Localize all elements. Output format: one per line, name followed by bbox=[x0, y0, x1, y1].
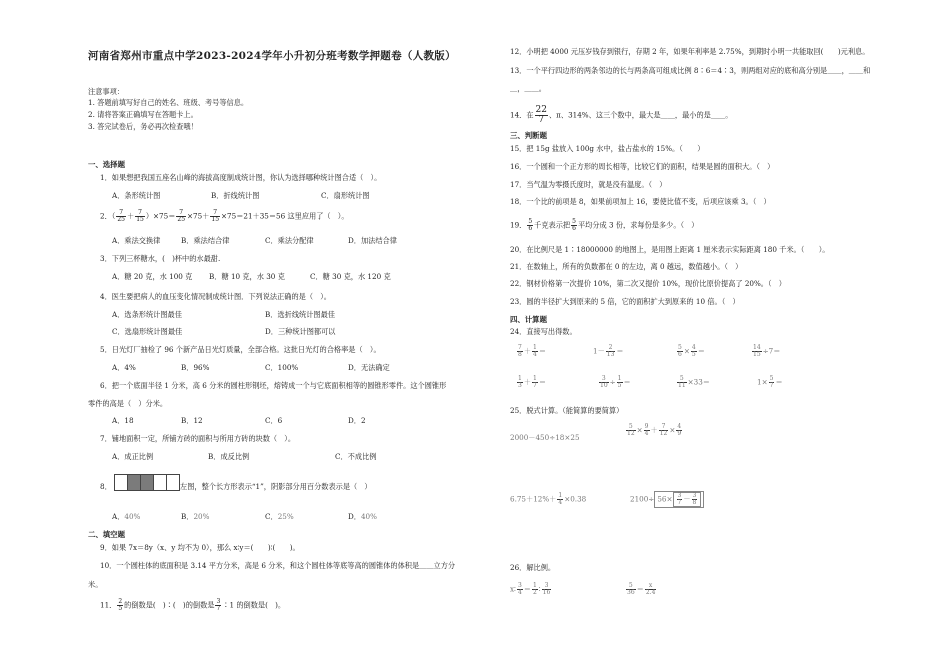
section-fill: 二、填空题 bbox=[88, 530, 125, 539]
numerator: 2 bbox=[118, 598, 123, 605]
q1-option-c: C．扇形统计图 bbox=[321, 191, 370, 200]
numerator: 7 bbox=[176, 210, 186, 217]
q8-option-d bbox=[348, 512, 377, 521]
operator: × bbox=[761, 377, 768, 387]
q19-text: 19． bbox=[510, 220, 527, 230]
q4-option-c: C．选扇形统计图最佳 bbox=[112, 327, 183, 336]
q25-expr-4 bbox=[630, 491, 704, 508]
q8-option-a bbox=[112, 512, 140, 521]
q2-option-c: C．乘法分配律 bbox=[265, 236, 314, 245]
question-20: 20．在比例尺是 1∶18000000 的地图上，是用图上距离 1 厘米表示实际距离 180 千米。（ ）。 bbox=[510, 245, 830, 254]
operator: ＋ bbox=[523, 377, 532, 387]
q6-option-d: D．2 bbox=[348, 416, 366, 425]
inner-bracket: $\frac{3}{7}$ － $\frac{3}{8}$ bbox=[673, 492, 702, 507]
shaded-rectangle-figure bbox=[114, 472, 179, 491]
numerator: 5 bbox=[528, 218, 533, 225]
fraction: $\frac{14}{15}$ bbox=[753, 344, 761, 358]
q2-text: ×75＋ bbox=[187, 211, 210, 221]
fraction: $\frac{7}{12}$ bbox=[659, 423, 668, 437]
fraction bbox=[571, 219, 577, 232]
operator: ×33＝ bbox=[687, 377, 710, 387]
fraction: $\frac{9}{4}$ bbox=[644, 423, 649, 437]
q5-option-c: C．100% bbox=[265, 363, 299, 372]
q1-option-a: A．条形统计图 bbox=[112, 191, 161, 200]
q5-option-d: D．无法确定 bbox=[348, 363, 390, 372]
question-23: 23．圆的半径扩大到原来的 5 倍，它的面积扩大到原来的 10 倍。（ ） bbox=[510, 297, 740, 306]
option-value: 40% bbox=[124, 512, 141, 521]
bracket-group: 56× $\frac{3}{7}$ － $\frac{3}{8}$ bbox=[654, 491, 704, 508]
q24-item-5: $\frac{1}{3}$ ＋ $\frac{1}{7}$ ＝ bbox=[518, 375, 547, 389]
q6-option-a: A．18 bbox=[112, 416, 134, 425]
question-26: 26．解比例。 bbox=[510, 563, 556, 572]
fraction: $\frac{4}{9}$ bbox=[677, 423, 682, 437]
fraction bbox=[116, 210, 126, 223]
denominator: 15 bbox=[136, 216, 144, 223]
q2-option-b: B．乘法结合律 bbox=[181, 236, 230, 245]
q25-expr-2: $\frac{5}{12}$ × $\frac{9}{4}$ ＋ $\frac{7}{12}$ × $\frac{4}{9}$ bbox=[627, 423, 682, 437]
question-15: 15．把 15g 盐放入 100g 水中，盐占盐水的 15%。（ ） bbox=[510, 144, 705, 153]
q14-text: 14．在 bbox=[510, 110, 534, 120]
question-9: 9．如果 7x＝8y（x、y 均不为 0），那么 x∶y＝( )∶( )。 bbox=[100, 543, 300, 552]
fraction bbox=[135, 210, 145, 223]
rect-cell-shaded bbox=[127, 474, 141, 491]
fraction: $\frac{7}{8}$ bbox=[518, 344, 522, 358]
question-8-number: 8． bbox=[100, 482, 112, 491]
option-label: C． bbox=[265, 512, 278, 521]
option-value: 40% bbox=[360, 512, 377, 521]
fraction bbox=[535, 106, 548, 125]
q24-item-7 bbox=[676, 376, 710, 389]
question-19 bbox=[510, 219, 699, 232]
fraction: $\frac{5}{36}$ bbox=[627, 582, 635, 596]
rect-cell bbox=[153, 474, 167, 491]
q24-item-2: 1－ $\frac{2}{13}$ ＝ bbox=[593, 344, 624, 358]
fraction bbox=[210, 210, 220, 223]
question-7: 7．铺地面积一定，所铺方砖的面积与所用方砖的块数（ ）。 bbox=[100, 434, 296, 443]
fraction: $\frac{2}{13}$ bbox=[606, 344, 615, 358]
q4-option-b: B．选折线统计图最佳 bbox=[265, 310, 335, 319]
section-choice: 一、选择题 bbox=[88, 160, 125, 169]
numerator: 7 bbox=[210, 210, 220, 217]
numerator: 22 bbox=[535, 105, 547, 115]
denominator: 5 bbox=[118, 605, 123, 612]
question-8: 左图，整个长方形表示“1”，阴影部分用百分数表示是（ ） bbox=[180, 482, 372, 491]
q2-text: 2．（ bbox=[100, 211, 116, 221]
q6-option-b: B．12 bbox=[181, 416, 203, 425]
question-21: 21．在数轴上，所有的负数都在 0 的左边，离 0 越远，数值越小。（ ） bbox=[510, 262, 743, 271]
question-14 bbox=[510, 106, 732, 125]
fraction: $\frac{1}{3}$ bbox=[518, 375, 522, 389]
denominator: 7 bbox=[216, 605, 221, 612]
q24-item-8: 1× $\frac{5}{7}$ ＝ bbox=[757, 375, 783, 389]
q7-option-b: B．成反比例 bbox=[208, 452, 250, 461]
question-13-cont: ＿，＿＿。 bbox=[510, 84, 546, 93]
operator: 1－ bbox=[593, 346, 605, 356]
notes-heading: 注意事项： bbox=[88, 87, 124, 96]
question-16: 16．一个圆和一个正方形的周长相等，比较它们的面积，结果是圆的面积大。（ ） bbox=[510, 162, 775, 171]
q4-option-d: D．三种统计图都可以 bbox=[265, 327, 336, 336]
q2-text: ×75＝21＋35＝56 这里应用了（ ）。 bbox=[221, 211, 349, 221]
q26-proportion-2: $\frac{5}{36}$ ＝ $\frac{x}{2.4}$ bbox=[627, 582, 656, 596]
question-10: 10．一个圆柱体的底面积是 3.14 平方分米，高是 6 分米，和这个圆柱体等底等高的圆锥体的体积是＿＿立方分 bbox=[100, 561, 456, 570]
q2-option-a: A．乘法交换律 bbox=[112, 236, 161, 245]
question-10-cont: 米。 bbox=[88, 580, 103, 589]
q4-option-a: A．选条形统计图最佳 bbox=[112, 310, 182, 319]
numerator: 7 bbox=[135, 210, 145, 217]
question-24: 24．直接写出得数。 bbox=[510, 327, 577, 336]
operator: ÷7＝ bbox=[762, 346, 781, 356]
fraction: $\frac{3}{10}$ bbox=[600, 375, 608, 389]
question-11 bbox=[100, 599, 285, 612]
numerator: 3 bbox=[216, 598, 221, 605]
denominator: 25 bbox=[117, 216, 125, 223]
fraction: $\frac{3}{4}$ bbox=[517, 582, 522, 596]
expr-part: 2100÷ bbox=[630, 494, 655, 504]
option-value: 20% bbox=[193, 512, 210, 521]
question-22: 22．钢材价格第一次提价 10%，第二次又提价 10%，现价比原价提高了 20%。（ ） bbox=[510, 279, 786, 288]
q24-item-3: $\frac{5}{6}$ × $\frac{4}{5}$ ＝ bbox=[678, 344, 705, 358]
denominator: 6 bbox=[572, 225, 576, 232]
note-2: 2. 请将答案正确填写在答题卡上。 bbox=[88, 110, 198, 119]
question-12: 12．小明把 4000 元压岁钱存到银行，存期 2 年，如果年利率是 2.75%，到期时小明一共能取回( )元利息。 bbox=[510, 47, 870, 56]
numerator: 7 bbox=[116, 210, 126, 217]
fraction bbox=[215, 599, 221, 612]
q7-option-c: C．不成比例 bbox=[335, 452, 377, 461]
note-1: 1. 答题前填写好自己的姓名、班级、考号等信息。 bbox=[88, 98, 249, 107]
q11-text: 的倒数是( )∶( )的倒数是 bbox=[124, 600, 215, 610]
fraction: $\frac{4}{5}$ bbox=[691, 344, 696, 358]
q19-text: 千克表示把 bbox=[534, 220, 571, 230]
fraction bbox=[176, 210, 186, 223]
expr-part: ×0.38 bbox=[564, 494, 587, 504]
question-25: 25．脱式计算。（能简算的要简算） bbox=[510, 406, 624, 415]
q7-option-a: A．成正比例 bbox=[112, 452, 154, 461]
fraction: $\frac{5}{6}$ bbox=[678, 344, 682, 358]
fraction: $\frac{1}{5}$ bbox=[617, 375, 622, 389]
q24-item-4 bbox=[751, 345, 780, 358]
fraction: $\frac{1}{2}$ bbox=[532, 582, 537, 596]
q2-text: ＋ bbox=[127, 211, 135, 221]
numerator: 5 bbox=[572, 218, 576, 225]
rect-cell bbox=[166, 474, 180, 491]
fraction: $\frac{1}{4}$ bbox=[558, 492, 563, 506]
question-4: 4．医生要把病人的血压变化情况制成统计图．下列说法正确的是（ ）。 bbox=[100, 292, 331, 301]
fraction bbox=[527, 219, 533, 232]
q3-option-a: A．糖 20 克，水 100 克 bbox=[112, 272, 193, 281]
question-5: 5．日光灯厂抽检了 96 个新产品日光灯质量，全部合格。这批日光灯的合格率是（ ）。 bbox=[100, 345, 381, 354]
operator: ＋ bbox=[523, 346, 532, 356]
question-17: 17．当气温为零摄氏度时，就是没有温度。（ ） bbox=[510, 180, 667, 189]
q5-option-b: B．96% bbox=[181, 363, 210, 372]
option-label: B． bbox=[181, 512, 194, 521]
note-3: 3. 答完试卷后，务必再次检查哦！ bbox=[88, 122, 198, 131]
q25-expr-1: 2000－450÷18×25 bbox=[510, 433, 580, 442]
question-2 bbox=[100, 210, 349, 223]
fraction bbox=[117, 599, 123, 612]
fraction: $\frac{1}{7}$ bbox=[533, 375, 537, 389]
operator: × bbox=[683, 346, 690, 356]
question-3: 3．下列三杯糖水，( )杯中的水最甜. bbox=[100, 254, 221, 263]
q6-option-c: C．6 bbox=[265, 416, 283, 425]
q2-text: ）×75＝ bbox=[145, 211, 176, 221]
rect-cell-shaded bbox=[140, 474, 154, 491]
q8-option-b bbox=[181, 512, 209, 521]
fraction: $\frac{x}{2.4}$ bbox=[645, 582, 656, 596]
question-1: 1．如果想把我国五座名山峰的海拔高度制成统计图，你认为选择哪种统计图合适（ ）。 bbox=[100, 173, 382, 182]
q1-option-b: B．折线统计图 bbox=[211, 191, 260, 200]
operator: ÷ bbox=[609, 377, 616, 387]
denominator: 7 bbox=[538, 115, 545, 125]
fraction: $\frac{3}{16}$ bbox=[542, 582, 551, 596]
question-18: 18．一个比的前项是 8，如果前项加上 16，要使比值不变，后项应该乘 3。（ ） bbox=[510, 197, 771, 206]
denominator: 6 bbox=[528, 225, 533, 232]
q3-option-c: C．糖 30 克，水 120 克 bbox=[310, 272, 391, 281]
question-6: 6．把一个底面半径 1 分米，高 6 分米的圆柱形钢坯，熔铸成一个与它底面积相等的圆锥形零件。这个圆锥形 bbox=[100, 381, 447, 390]
section-calc: 四、计算题 bbox=[510, 315, 547, 324]
expr-part: 6.75＋12%＋ bbox=[510, 494, 557, 504]
q24-item-1: $\frac{7}{8}$ ＋ $\frac{1}{4}$ ＝ bbox=[518, 344, 547, 358]
question-13: 13．一个平行四边形的两条邻边的长与两条高可组成比例 8∶6＝4∶3，则两组对应的底和高分别是＿＿，＿＿和 bbox=[510, 66, 871, 75]
question-6-cont: 零件的高是（ ）分米。 bbox=[88, 399, 168, 408]
fraction: $\frac{1}{4}$ bbox=[533, 344, 537, 358]
q11-text: 11． bbox=[100, 600, 117, 610]
denominator: 25 bbox=[177, 216, 186, 223]
option-label: D． bbox=[348, 512, 361, 521]
q14-text: 、π、314%、这三个数中，最大是＿＿，最小的是＿＿。 bbox=[548, 110, 733, 120]
rect-cell bbox=[114, 474, 128, 491]
q3-option-b: B．糖 10 克，水 30 克 bbox=[209, 272, 285, 281]
q26-proportion-1: x∶ $\frac{3}{4}$ ＝ $\frac{1}{2}$ ∶ $\frac{3}{16}$ bbox=[510, 582, 551, 596]
q11-text: ∶1 的倒数是( )。 bbox=[222, 600, 286, 610]
section-judge: 三、判断题 bbox=[510, 131, 547, 140]
q5-option-a: A．4% bbox=[112, 363, 136, 372]
q2-option-d: D．加法结合律 bbox=[348, 236, 397, 245]
q8-option-c bbox=[265, 512, 294, 521]
q25-expr-3 bbox=[510, 493, 586, 506]
option-label: A． bbox=[112, 512, 125, 521]
fraction: $\frac{5}{12}$ bbox=[627, 423, 635, 437]
fraction: $\frac{5}{7}$ bbox=[769, 375, 774, 389]
fraction: $\frac{5}{11}$ bbox=[678, 375, 686, 389]
page-title: 河南省郑州市重点中学2023-2024学年小升初分班考数学押题卷（人教版） bbox=[88, 50, 456, 62]
q19-text: 平均分成 3 份，求每份是多少。（ ） bbox=[577, 220, 699, 230]
denominator: 15 bbox=[211, 216, 220, 223]
option-value: 25% bbox=[277, 512, 294, 521]
q24-item-6: $\frac{3}{10}$ ÷ $\frac{1}{5}$ ＝ bbox=[600, 375, 631, 389]
